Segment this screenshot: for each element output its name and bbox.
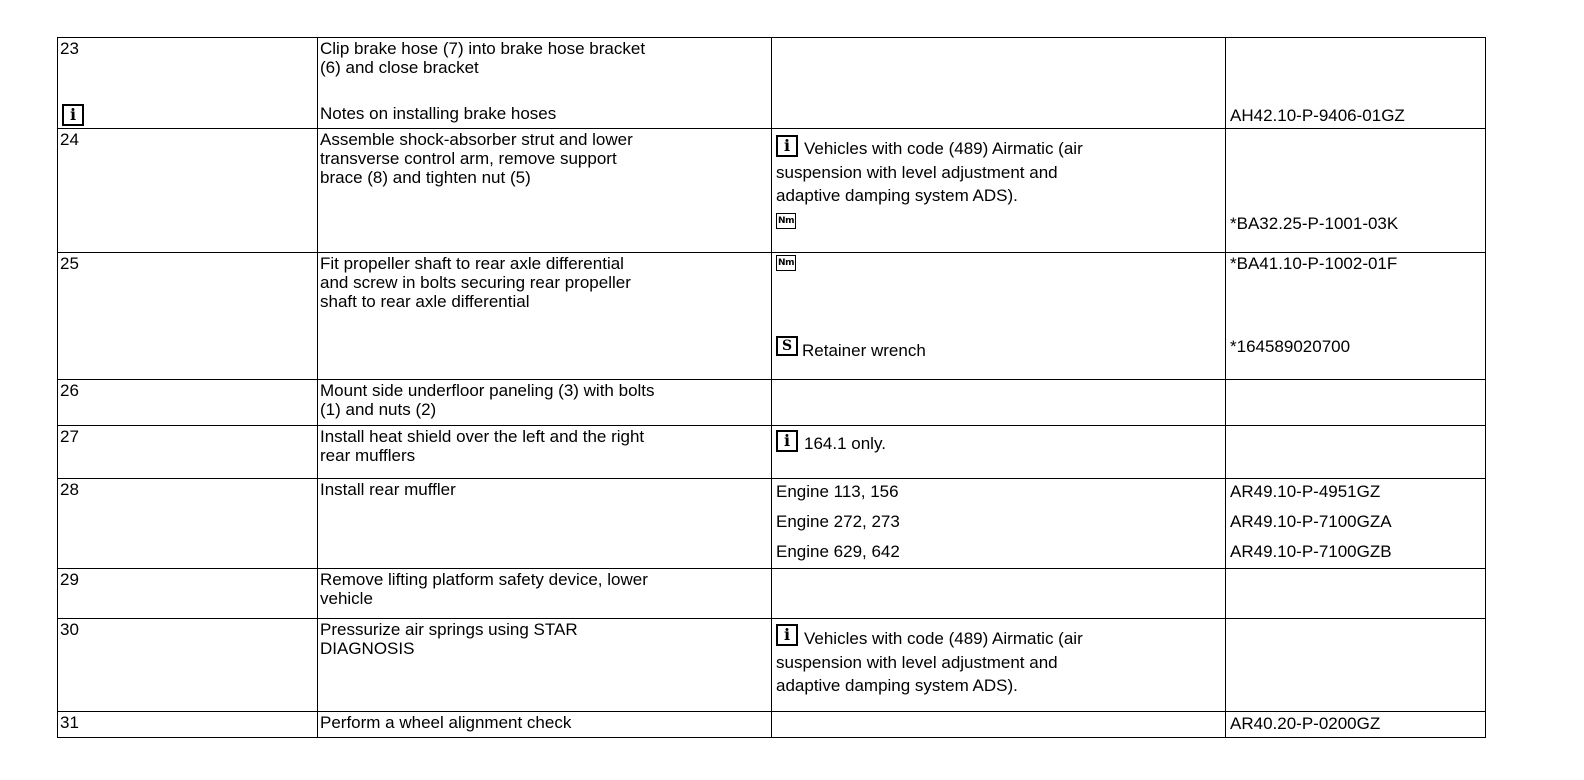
info-text: suspension with level adjustment and — [776, 653, 1058, 672]
info-icon: i — [776, 430, 798, 452]
torque-reference-link[interactable]: *BA32.25-P-1001-03K — [1230, 214, 1399, 233]
procedure-table — [57, 37, 1486, 738]
engine-label: Engine 629, 642 — [776, 542, 900, 561]
table-row — [58, 479, 1486, 569]
step-number: 28 — [60, 480, 79, 499]
step-description-line: Clip brake hose (7) into brake hose bracket — [320, 39, 646, 58]
step-number: 25 — [60, 254, 79, 273]
step-description-line: Pressurize air springs using STAR — [320, 620, 578, 639]
table-row — [58, 569, 1486, 619]
info-icon: i — [62, 104, 84, 126]
info-icon: i — [776, 624, 798, 646]
step-number: 27 — [60, 427, 79, 446]
info-text: adaptive damping system ADS). — [776, 186, 1018, 205]
reference-link[interactable]: AR49.10-P-7100GZB — [1230, 542, 1392, 561]
step-number: 26 — [60, 381, 79, 400]
step-description-line: Perform a wheel alignment check — [320, 713, 572, 732]
engine-label: Engine 113, 156 — [776, 482, 899, 501]
reference-link[interactable]: AH42.10-P-9406-01GZ — [1230, 106, 1405, 125]
info-icon: i — [776, 135, 798, 157]
step-description-line: transverse control arm, remove support — [320, 149, 617, 168]
step-description-line: (6) and close bracket — [320, 58, 479, 77]
info-text: adaptive damping system ADS). — [776, 676, 1018, 695]
step-description-line: DIAGNOSIS — [320, 639, 415, 658]
step-description-line: vehicle — [320, 589, 373, 608]
table-row — [58, 380, 1486, 426]
step-description-line: Mount side underfloor paneling (3) with bolts — [320, 381, 655, 400]
step-description-line: Assemble shock-absorber strut and lower — [320, 130, 633, 149]
step-description-line: Install heat shield over the left and the right — [320, 427, 645, 446]
note-link[interactable]: Notes on installing brake hoses — [320, 104, 557, 123]
torque-icon: Nm — [776, 255, 796, 271]
step-description-line: rear mufflers — [320, 446, 416, 465]
table-row — [58, 712, 1486, 738]
step-description-line: Remove lifting platform safety device, lower — [320, 570, 648, 589]
reference-link[interactable]: AR40.20-P-0200GZ — [1230, 714, 1381, 733]
torque-icon: Nm — [776, 213, 796, 229]
table-row — [58, 129, 1486, 253]
table-row — [58, 38, 1486, 129]
tool-reference-link[interactable]: *164589020700 — [1230, 337, 1351, 356]
step-description-line: shaft to rear axle differential — [320, 292, 530, 311]
info-text: 164.1 only. — [804, 434, 886, 453]
table-row — [58, 426, 1486, 479]
torque-reference-link[interactable]: *BA41.10-P-1002-01F — [1230, 254, 1398, 273]
step-description-line: Install rear muffler — [320, 480, 456, 499]
reference-link[interactable]: AR49.10-P-4951GZ — [1230, 482, 1381, 501]
step-description-line: brace (8) and tighten nut (5) — [320, 168, 531, 187]
info-text: suspension with level adjustment and — [776, 163, 1058, 182]
step-description-line: (1) and nuts (2) — [320, 400, 437, 419]
step-number: 30 — [60, 620, 79, 639]
table-row — [58, 253, 1486, 380]
step-number: 24 — [60, 130, 79, 149]
step-number: 31 — [60, 713, 79, 732]
table-row — [58, 619, 1486, 712]
reference-link[interactable]: AR49.10-P-7100GZA — [1230, 512, 1392, 531]
step-number: 23 — [60, 39, 79, 58]
step-number: 29 — [60, 570, 79, 589]
info-text: Vehicles with code (489) Airmatic (air — [804, 139, 1083, 158]
info-text: Vehicles with code (489) Airmatic (air — [804, 629, 1083, 648]
step-description-line: Fit propeller shaft to rear axle differential — [320, 254, 624, 273]
engine-label: Engine 272, 273 — [776, 512, 900, 531]
special-tool-icon: S — [776, 336, 798, 356]
step-description-line: and screw in bolts securing rear propeller — [320, 273, 631, 292]
tool-name: Retainer wrench — [802, 341, 926, 360]
